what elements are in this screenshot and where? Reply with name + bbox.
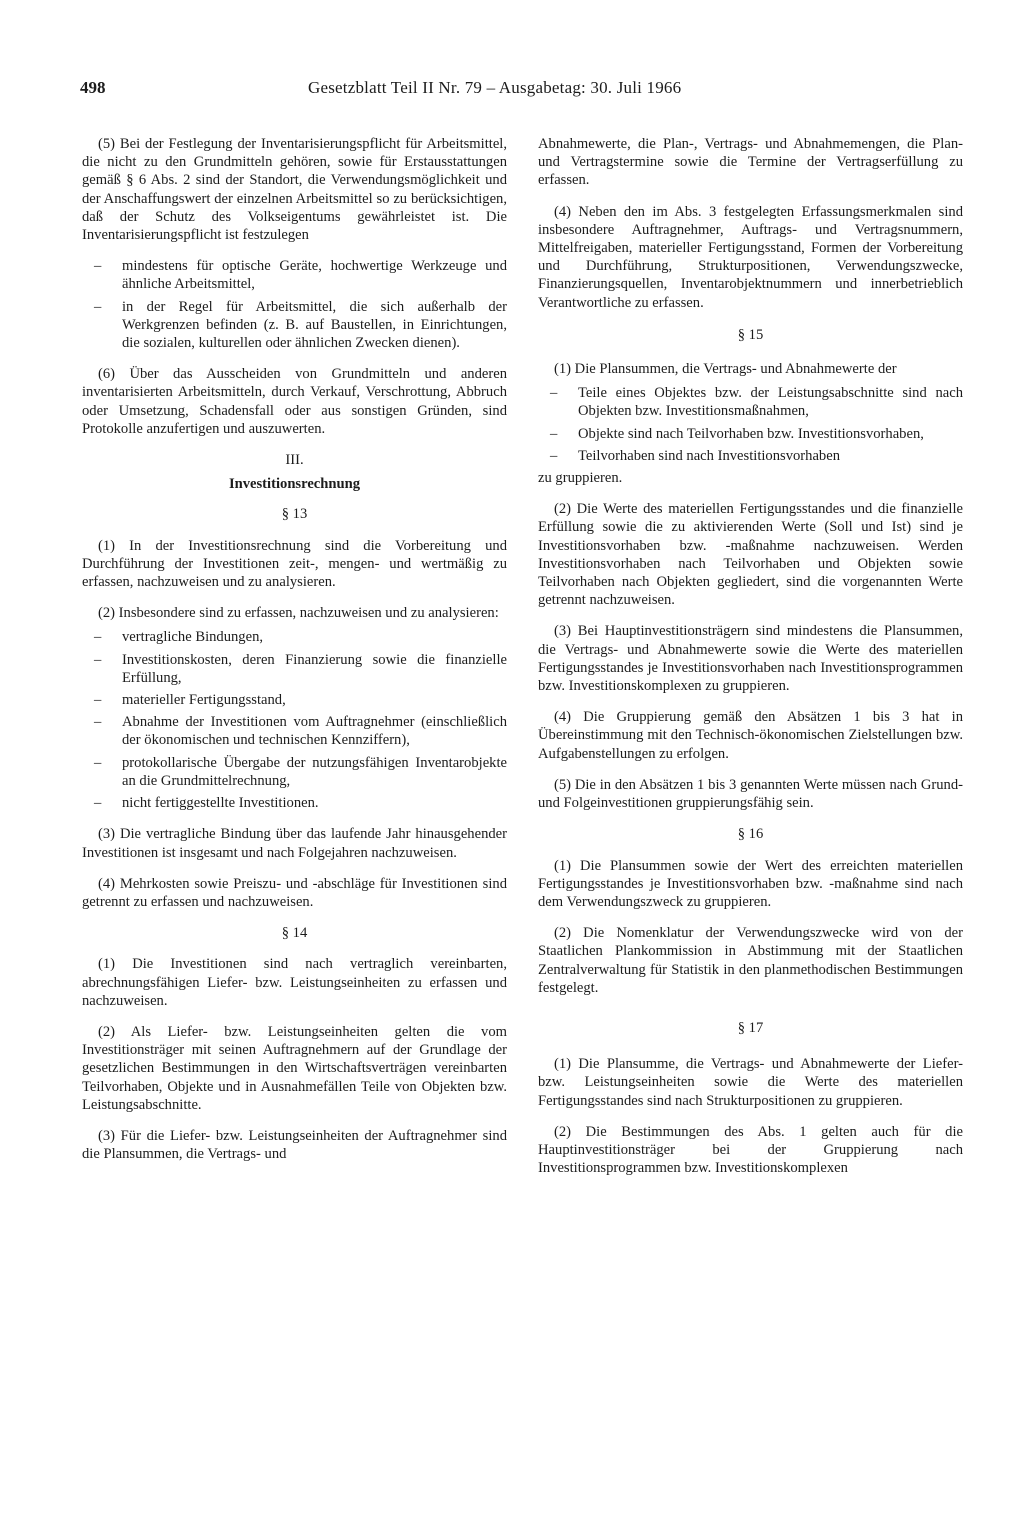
paragraph-5: (5) Bei der Festlegung der Inventarisierungspflicht für Arbeitsmittel, die nicht zu den Grundmitteln gehören, sowie für Erstausstattungen gemäß § 6 Abs. 2 sind der Standort, die Verwendungsmöglichkeit und der Anschaffungswert der einzelnen Arbeitsmittel so zu berücksichtigen, daß der Schutz des Volkseigentums gewährleistet ist. Die Inventarisierungspflicht ist festzulegen	[82, 136, 507, 244]
paragraph-14-3: (3) Für die Liefer- bzw. Leistungseinheiten der Auftragnehmer sind die Plansummen, die Vertrags- und	[82, 1127, 507, 1163]
section-title: Investitionsrechnung	[228, 476, 361, 493]
paragraph-13-2: (2) Insbesondere sind zu erfassen, nachzuweisen und zu analysieren:	[98, 605, 499, 622]
right-column	[538, 135, 963, 1190]
paragraph-15-1-list	[538, 384, 963, 465]
paragraph-6: (6) Über das Ausscheiden von Grundmitteln und anderen inventarisierten Arbeitsmitteln, durch Verkauf, Verschrottung, Abbruch oder Umsetzung, Schadensfall oder aus sonstigen Gründen, sind Protokolle anzufertigen und auszuwerten.	[82, 366, 507, 437]
section-15-heading: § 15	[737, 326, 764, 343]
list-item: – materieller Fertigungsstand,	[82, 691, 507, 709]
section-16-heading: § 16	[737, 826, 764, 843]
list-item: – Teilvorhaben sind nach Investitionsvorhaben	[538, 447, 963, 465]
paragraph-13-2-list	[82, 628, 507, 812]
paragraph-15-2: (2) Die Werte des materiellen Fertigungsstandes und die finanzielle Erfüllung sowie die zu aktivierenden Werte (Soll und Ist) sind je Investitionsvorhaben bzw. -maßnahme nachzuweisen. Werden Investitionsvorhaben nach Teilvorhaben und Objekten sowie Teilvorhaben nach Objekten gegliedert, sind die vorgenannten Werte getrennt nachzuweisen.	[538, 501, 963, 609]
paragraph-17-1: (1) Die Plansumme, die Vertrags- und Abnahmewerte der Liefer- bzw. Leistungseinheiten sowie die Werte des materiellen Fertigungsstandes sind nach Strukturpositionen zu gruppieren.	[538, 1056, 963, 1109]
left-column	[82, 135, 507, 1176]
paragraph-15-1-tail: zu gruppieren.	[538, 470, 623, 487]
page-header	[80, 78, 980, 108]
paragraph-13-4: (4) Mehrkosten sowie Preiszu- und -abschläge für Investitionen sind getrennt zu erfassen und nachzuweisen.	[82, 875, 507, 910]
running-head: Gesetzblatt Teil II Nr. 79 – Ausgabetag: 30. Juli 1966	[308, 78, 682, 97]
paragraph-15-4: (4) Die Gruppierung gemäß den Absätzen 1 bis 3 hat in Übereinstimmung mit den Technisch-ökonomischen Zielstellungen bzw. Aufgabenstellungen zu erfolgen.	[538, 709, 963, 762]
paragraph-16-1: (1) Die Plansummen sowie der Wert des erreichten materiellen Fertigungsstandes je Investitionsvorhaben bzw. -maßnahme sind nach dem Verwendungszweck zu gruppieren.	[538, 857, 963, 910]
paragraph-14-3-continued: Abnahmewerte, die Plan-, Vertrags- und Abnahmemengen, die Plan- und Vertragstermine sowie die Termine der Vertragserfüllung zu erfassen.	[538, 136, 963, 189]
paragraph-13-3: (3) Die vertragliche Bindung über das laufende Jahr hinausgehender Investitionen ist insgesamt und nach Folgejahren nachzuweisen.	[82, 826, 507, 861]
paragraph-17-2: (2) Die Bestimmungen des Abs. 1 gelten auch für die Hauptinvestitionsträger bei der Gruppierung nach Investitionsprogrammen bzw. Investitionskomplexen	[538, 1123, 963, 1177]
list-item: – in der Regel für Arbeitsmittel, die sich außerhalb der Werkgrenzen befinden (z. B. auf Baustellen, in Einrichtungen, die sozialen, kulturellen oder ähnlichen Zwecken dienen).	[82, 298, 507, 353]
paragraph-14-1: (1) Die Investitionen sind nach vertraglich vereinbarten, abrechnungsfähigen Liefer- bzw. Leistungseinheiten zu erfassen und nachzuweisen.	[82, 956, 507, 1009]
paragraph-13-1: (1) In der Investitionsrechnung sind die Vorbereitung und Durchführung der Investitionen zeit-, mengen- und wertmäßig zu erfassen, nachzuweisen und zu analysieren.	[82, 537, 507, 591]
section-numeral: III.	[285, 452, 304, 469]
list-item: – nicht fertiggestellte Investitionen.	[82, 794, 507, 812]
list-item: – mindestens für optische Geräte, hochwertige Werkzeuge und ähnliche Arbeitsmittel,	[82, 257, 507, 293]
section-17-heading: § 17	[737, 1019, 764, 1036]
section-13-heading: § 13	[281, 506, 308, 523]
paragraph-16-2: (2) Die Nomenklatur der Verwendungszwecke wird von der Staatlichen Plankommission in Abstimmung mit der Staatlichen Zentralverwaltung für Statistik in den planmethodischen Bestimmungen festgelegt.	[538, 925, 963, 996]
paragraph-14-2: (2) Als Liefer- bzw. Leistungseinheiten gelten die vom Investitionsträger mit seinen Auftragnehmern auf der Grundlage der gesetzlichen Bestimmungen in den Wirtschaftsverträgen vereinbarten Teilvorhaben, Objekte und in Ausnahmefällen Teile von Objekten bzw. Leistungsabschnitte.	[82, 1023, 507, 1113]
paragraph-15-3: (3) Bei Hauptinvestitionsträgern sind mindestens die Plansummen, die Vertrags- und Abnahmewerte sowie die Werte des materiellen Fertigungsstandes je Investitionsvorhaben nach Investitionsprogrammen bzw. Investitionskomplexen zu gruppieren.	[538, 623, 963, 695]
page-number: 498	[80, 78, 106, 97]
list-item: – Abnahme der Investitionen vom Auftragnehmer (einschließlich der ökonomischen und technischen Kennziffern),	[82, 713, 507, 749]
list-item: – Objekte sind nach Teilvorhaben bzw. Investitionsvorhaben,	[538, 425, 963, 443]
list-item: – Teile eines Objektes bzw. der Leistungsabschnitte sind nach Objekten bzw. Investitionsmaßnahmen,	[538, 384, 963, 420]
paragraph-15-5: (5) Die in den Absätzen 1 bis 3 genannten Werte müssen nach Grund- und Folgeinvestitionen gruppierungsfähig sein.	[538, 776, 963, 812]
list-item: – vertragliche Bindungen,	[82, 628, 507, 646]
section-14-heading: § 14	[281, 925, 308, 942]
paragraph-5-list	[82, 257, 507, 352]
paragraph-14-4: (4) Neben den im Abs. 3 festgelegten Erfassungsmerkmalen sind insbesondere Auftragnehmer, Auftrags- und Vertragsnummern, Mittelfreigaben, materieller Fertigungsstand, Formen der Vorbereitung und Durchführung, Strukturpositionen, Verwendungszwecke, Finanzierungsquellen, Inventarobjektnummern und innerbetrieblich Verantwortliche zu erfassen.	[538, 203, 963, 311]
list-item: – Investitionskosten, deren Finanzierung sowie die finanzielle Erfüllung,	[82, 651, 507, 687]
list-item: – protokollarische Übergabe der nutzungsfähigen Inventarobjekte an die Grundmittelrechnung,	[82, 754, 507, 790]
paragraph-15-1: (1) Die Plansummen, die Vertrags- und Abnahmewerte der	[554, 361, 897, 378]
